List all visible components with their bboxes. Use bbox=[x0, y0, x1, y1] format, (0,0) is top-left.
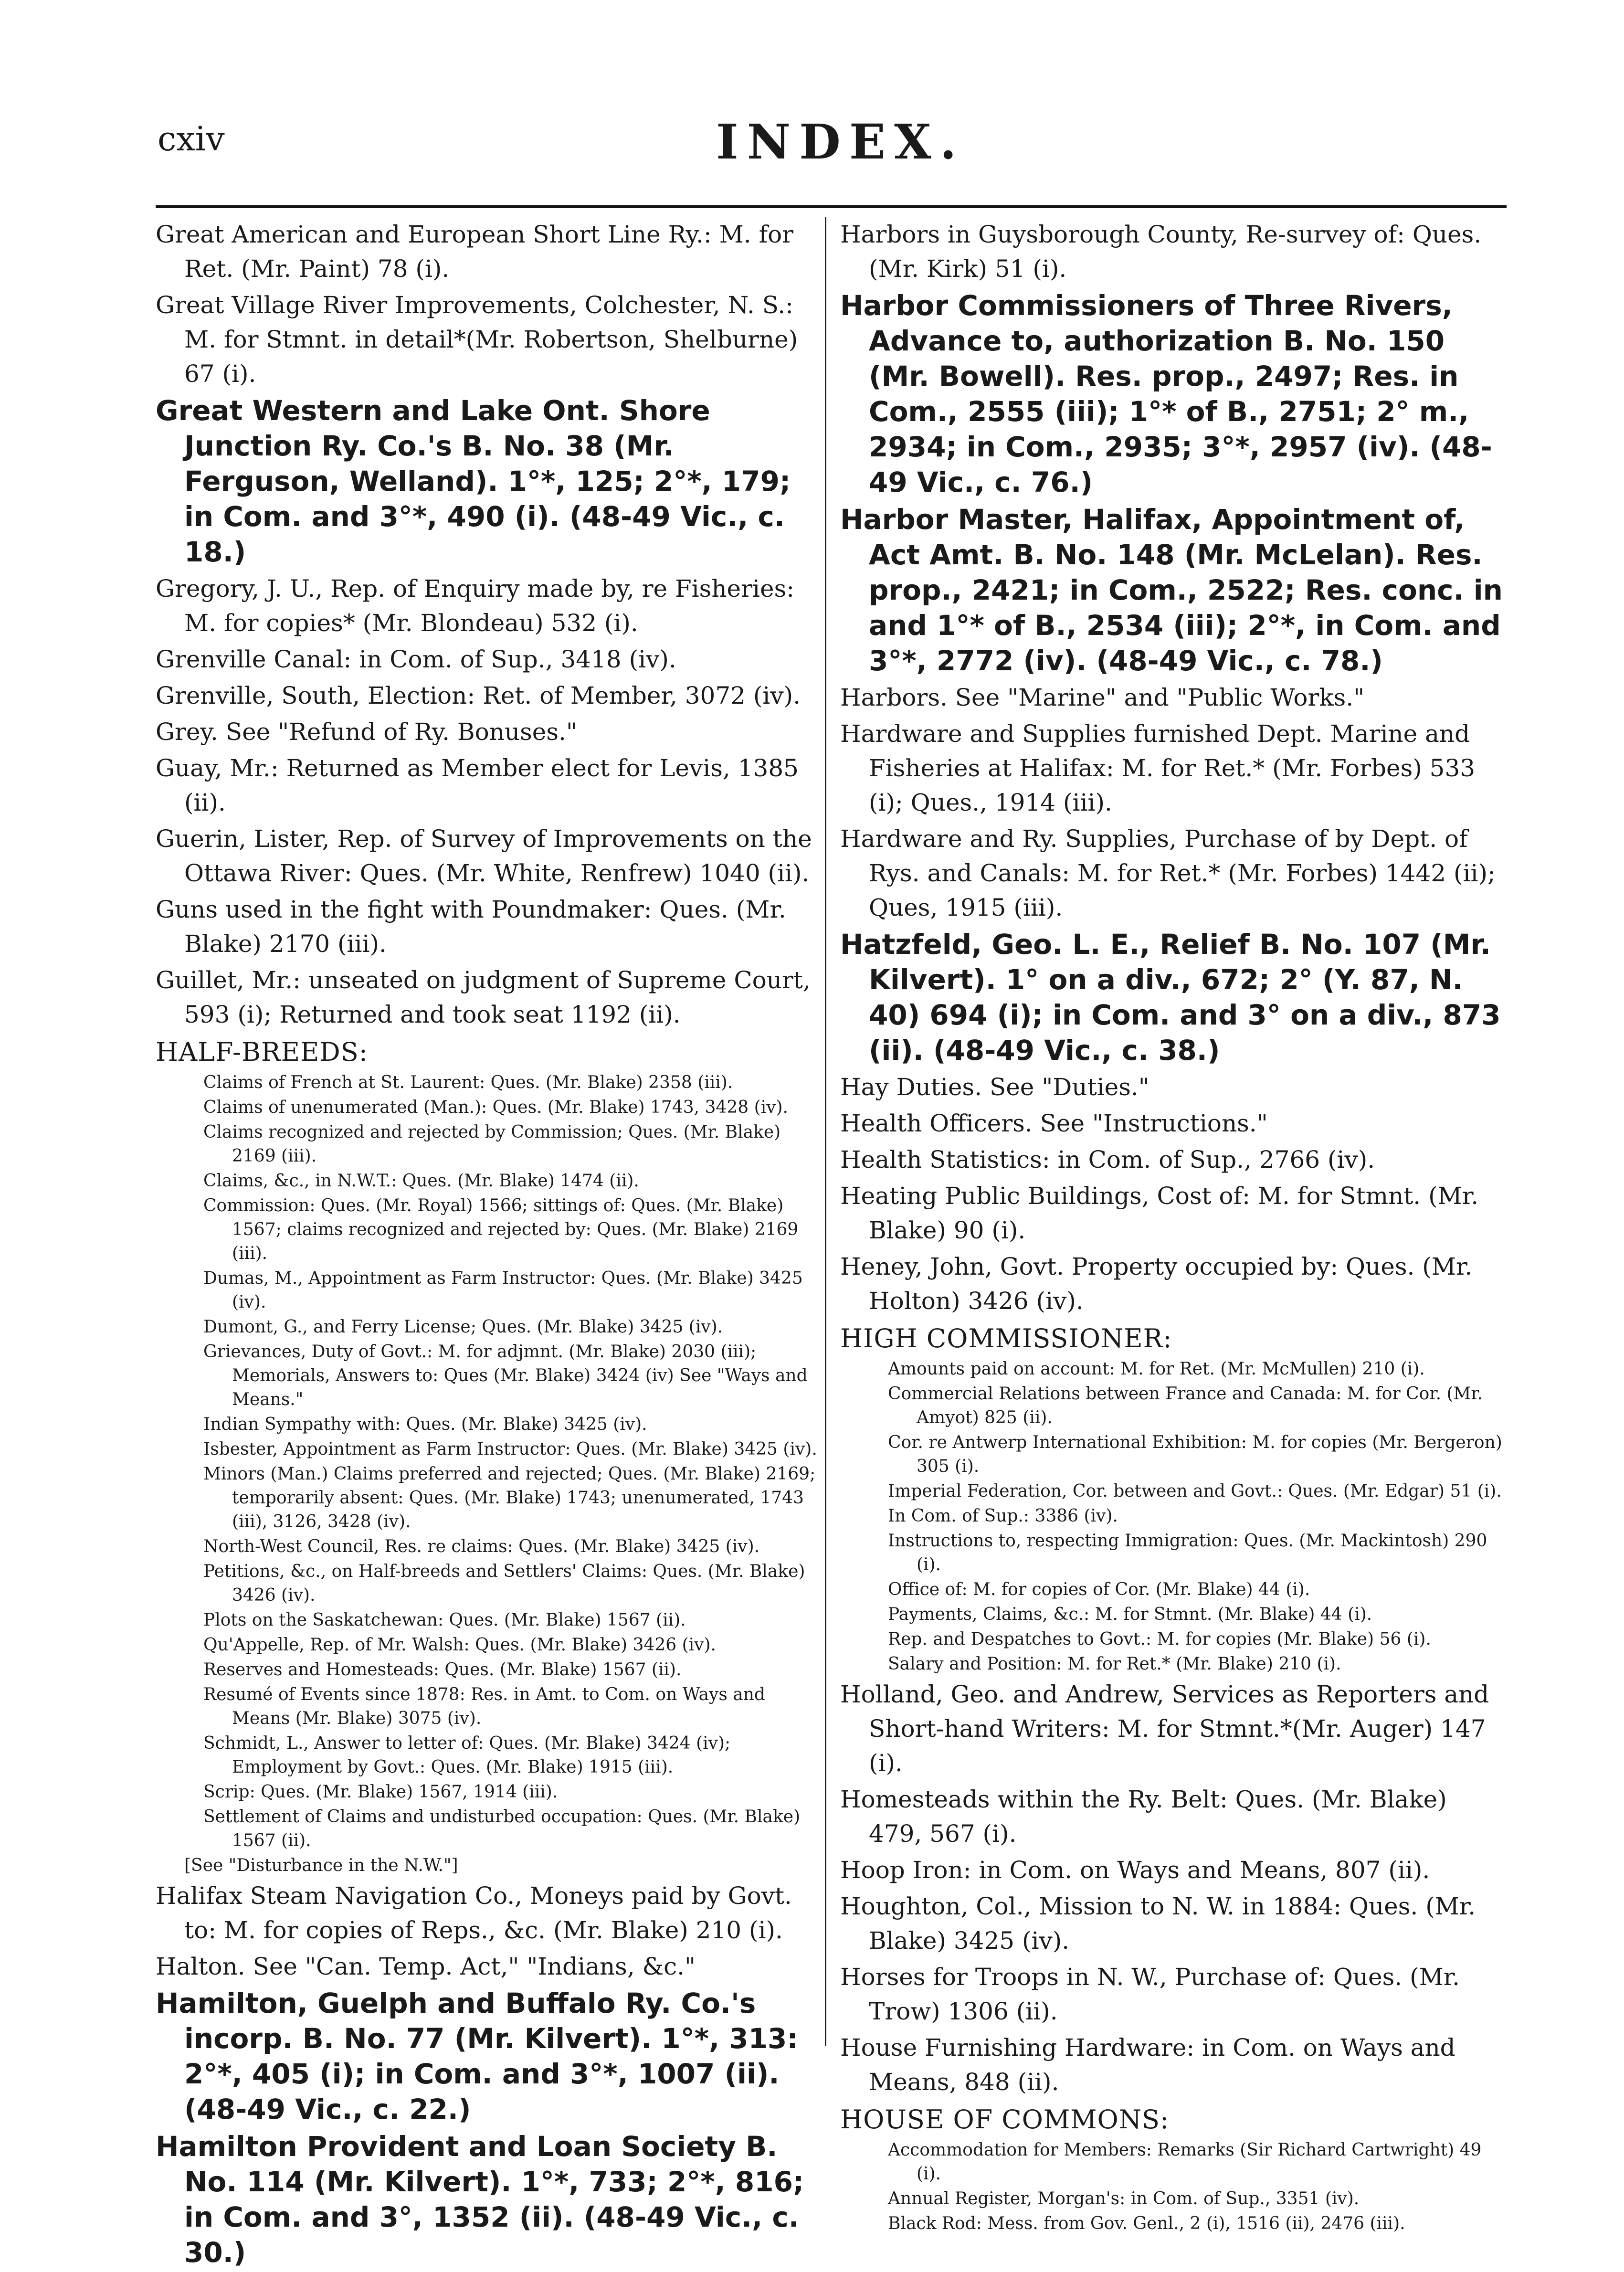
index-entry: Halton. See "Can. Temp. Act," "Indians, &c." bbox=[156, 1953, 696, 1980]
sub-entry: Rep. and Despatches to Govt.: M. for copies (Mr. Blake) 56 (i). bbox=[888, 1629, 1431, 1649]
index-entry: Hoop Iron: in Com. on Ways and Means, 807 (ii). bbox=[840, 1856, 1430, 1884]
page-title: INDEX. bbox=[716, 114, 965, 170]
index-entry: Heating Public Buildings, Cost of: M. for Stmnt. (Mr. Blake) 90 (i). bbox=[840, 1182, 1479, 1244]
sub-entry: Cor. re Antwerp International Exhibition: M. for copies (Mr. Bergeron) 305 (i). bbox=[888, 1433, 1502, 1476]
column-divider bbox=[825, 217, 826, 2046]
see-also-note: [See "Disturbance in the N.W."] bbox=[184, 1856, 458, 1875]
sub-entry: Claims recognized and rejected by Commission; Ques. (Mr. Blake) 2169 (iii). bbox=[203, 1122, 781, 1166]
sub-entry: Salary and Position: M. for Ret.* (Mr. Blake) 210 (i). bbox=[888, 1654, 1341, 1674]
bill-entry: Hamilton, Guelph and Buffalo Ry. Co.'s incorp. B. No. 77 (Mr. Kilvert). 1°*, 313: 2°*, 405 (i); in Com. and 3°*, 1007 (ii). (48-49 Vic., c. 22.) bbox=[156, 1987, 798, 2125]
index-entry: Hay Duties. See "Duties." bbox=[840, 1073, 1149, 1101]
index-entry: Hardware and Supplies furnished Dept. Marine and Fisheries at Halifax: M. for Ret.* (Mr. Forbes) 533 (i); Ques., 1914 (iii). bbox=[840, 720, 1476, 816]
index-entry: Homesteads within the Ry. Belt: Ques. (Mr. Blake) 479, 567 (i). bbox=[840, 1786, 1447, 1848]
index-entry: Hardware and Ry. Supplies, Purchase of by Dept. of Rys. and Canals: M. for Ret.* (Mr. Forbes) 1442 (ii); Ques, 1915 (iii). bbox=[840, 825, 1496, 921]
sub-entry: Commission: Ques. (Mr. Royal) 1566; sittings of: Ques. (Mr. Blake) 1567; claims recognized and rejected by: Ques. (Mr. Blake) 2169 (iii). bbox=[203, 1196, 799, 1263]
sub-entry: Payments, Claims, &c.: M. for Stmnt. (Mr. Blake) 44 (i). bbox=[888, 1605, 1372, 1624]
sub-entry: Isbester, Appointment as Farm Instructor: Ques. (Mr. Blake) 3425 (iv). bbox=[203, 1439, 817, 1459]
sub-entry: In Com. of Sup.: 3386 (iv). bbox=[888, 1506, 1118, 1526]
sub-entry: Commercial Relations between France and Canada: M. for Cor. (Mr. Amyot) 825 (ii). bbox=[888, 1384, 1483, 1427]
sub-entry: Claims of unenumerated (Man.): Ques. (Mr. Blake) 1743, 3428 (iv). bbox=[203, 1098, 788, 1117]
sub-entry: Instructions to, respecting Immigration: Ques. (Mr. Mackintosh) 290 (i). bbox=[888, 1531, 1487, 1575]
section-heading-house-of-commons: HOUSE OF COMMONS: bbox=[840, 2104, 1170, 2135]
index-entry: Guillet, Mr.: unseated on judgment of Supreme Court, 593 (i); Returned and took seat 1192 (ii). bbox=[156, 966, 811, 1028]
bill-entry: Harbor Commissioners of Three Rivers, Advance to, authorization B. No. 150 (Mr. Bowell). Res. prop., 2497; Res. in Com., 2555 (iii); 1°* of B., 2751; 2° m., 2934; in Com., 2935; 3°*, 2957 (iv). (48-49 Vic., c. 76.) bbox=[840, 289, 1492, 498]
index-entry: Heney, John, Govt. Property occupied by: Ques. (Mr. Holton) 3426 (iv). bbox=[840, 1253, 1473, 1315]
sub-entry: North-West Council, Res. re claims: Ques. (Mr. Blake) 3425 (iv). bbox=[203, 1537, 760, 1556]
sub-entry: Amounts paid on account: M. for Ret. (Mr. McMullen) 210 (i). bbox=[888, 1359, 1425, 1379]
index-entry: Guay, Mr.: Returned as Member elect for Levis, 1385 (ii). bbox=[156, 754, 799, 816]
sub-entry: Claims, &c., in N.W.T.: Ques. (Mr. Blake) 1474 (ii). bbox=[203, 1171, 639, 1191]
sub-entry: Qu'Appelle, Rep. of Mr. Walsh: Ques. (Mr. Blake) 3426 (iv). bbox=[203, 1635, 716, 1655]
index-entry: Horses for Troops in N. W., Purchase of: Ques. (Mr. Trow) 1306 (ii). bbox=[840, 1963, 1460, 2025]
index-entry: Harbors. See "Marine" and "Public Works." bbox=[840, 684, 1365, 711]
bill-entry: Hatzfeld, Geo. L. E., Relief B. No. 107 (Mr. Kilvert). 1° on a div., 672; 2° (Y. 87, N. 40) 694 (i); in Com. and 3° on a div., 873 (ii). (48-49 Vic., c. 38.) bbox=[840, 928, 1501, 1067]
sub-entry: Indian Sympathy with: Ques. (Mr. Blake) 3425 (iv). bbox=[203, 1415, 647, 1434]
sub-entry: Reserves and Homesteads: Ques. (Mr. Blake) 1567 (ii). bbox=[203, 1660, 682, 1680]
sub-entry: Minors (Man.) Claims preferred and rejected; Ques. (Mr. Blake) 2169; temporarily absent: Ques. (Mr. Blake) 1743; unenumerated, 1743 (iii), 3126, 3428 (iv). bbox=[203, 1464, 816, 1532]
sub-entry: Scrip: Ques. (Mr. Blake) 1567, 1914 (iii). bbox=[203, 1782, 558, 1802]
index-entry: Health Officers. See "Instructions." bbox=[840, 1110, 1268, 1137]
sub-entry: Schmidt, L., Answer to letter of: Ques. (Mr. Blake) 3424 (iv); Employment by Govt.: Ques. (Mr. Blake) 1915 (iii). bbox=[203, 1733, 731, 1777]
bill-entry: Harbor Master, Halifax, Appointment of, Act Amt. B. No. 148 (Mr. McLelan). Res. prop., 2421; in Com., 2522; Res. conc. in and 1°* of B., 2534 (iii); 2°*, in Com. and 3°*, 2772 (iv). (48-49 Vic., c. 78.) bbox=[840, 503, 1503, 677]
index-entry: Guerin, Lister, Rep. of Survey of Improvements on the Ottawa River: Ques. (Mr. White, Renfrew) 1040 (ii). bbox=[156, 825, 812, 887]
right-column bbox=[840, 217, 1504, 2237]
sub-entry: Grievances, Duty of Govt.: M. for adjmnt. (Mr. Blake) 2030 (iii); Memorials, Answers to: Ques (Mr. Blake) 3424 (iv) See "Ways and Means." bbox=[203, 1342, 808, 1409]
header-rule bbox=[156, 205, 1507, 208]
index-entry: House Furnishing Hardware: in Com. on Ways and Means, 848 (ii). bbox=[840, 2034, 1455, 2096]
sub-entry: Imperial Federation, Cor. between and Govt.: Ques. (Mr. Edgar) 51 (i). bbox=[888, 1481, 1502, 1501]
index-entry: Halifax Steam Navigation Co., Moneys paid by Govt. to: M. for copies of Reps., &c. (Mr. Blake) 210 (i). bbox=[156, 1882, 792, 1944]
sub-entry: Dumas, M., Appointment as Farm Instructor: Ques. (Mr. Blake) 3425 (iv). bbox=[203, 1268, 803, 1312]
sub-entry: Plots on the Saskatchewan: Ques. (Mr. Blake) 1567 (ii). bbox=[203, 1610, 686, 1630]
index-entry: Grey. See "Refund of Ry. Bonuses." bbox=[156, 718, 577, 746]
sub-entry: Dumont, G., and Ferry License; Ques. (Mr. Blake) 3425 (iv). bbox=[203, 1317, 723, 1337]
index-entry: Great American and European Short Line Ry.: M. for Ret. (Mr. Paint) 78 (i). bbox=[156, 221, 794, 283]
sub-entry: Settlement of Claims and undisturbed occupation: Ques. (Mr. Blake) 1567 (ii). bbox=[203, 1807, 801, 1850]
section-heading-half-breeds: HALF-BREEDS: bbox=[156, 1037, 368, 1067]
index-entry: Gregory, J. U., Rep. of Enquiry made by, re Fisheries: M. for copies* (Mr. Blondeau) 532 (i). bbox=[156, 575, 795, 637]
section-heading-high-commissioner: HIGH COMMISSIONER: bbox=[840, 1323, 1172, 1353]
sub-entry: Petitions, &c., on Half-breeds and Settlers' Claims: Ques. (Mr. Blake) 3426 (iv). bbox=[203, 1562, 805, 1605]
index-entry: Grenville Canal: in Com. of Sup., 3418 (iv). bbox=[156, 645, 676, 673]
bill-entry: Great Western and Lake Ont. Shore Junction Ry. Co.'s B. No. 38 (Mr. Ferguson, Welland). 1°*, 125; 2°*, 179; in Com. and 3°*, 490 (i). (48-49 Vic., c. 18.) bbox=[156, 394, 791, 568]
left-column bbox=[156, 217, 819, 2272]
index-entry: Grenville, South, Election: Ret. of Member, 3072 (iv). bbox=[156, 682, 801, 709]
sub-entry: Accommodation for Members: Remarks (Sir Richard Cartwright) 49 (i). bbox=[888, 2140, 1482, 2184]
sub-entry: Office of: M. for copies of Cor. (Mr. Blake) 44 (i). bbox=[888, 1580, 1310, 1599]
sub-entry: Black Rod: Mess. from Gov. Genl., 2 (i), 1516 (ii), 2476 (iii). bbox=[888, 2214, 1405, 2233]
sub-entry: Resumé of Events since 1878: Res. in Amt. to Com. on Ways and Means (Mr. Blake) 3075 (iv). bbox=[203, 1685, 765, 1728]
index-entry: Great Village River Improvements, Colchester, N. S.: M. for Stmnt. in detail*(Mr. Robertson, Shelburne) 67 (i). bbox=[156, 291, 798, 388]
index-entry: Houghton, Col., Mission to N. W. in 1884: Ques. (Mr. Blake) 3425 (iv). bbox=[840, 1892, 1476, 1955]
sub-entry: Annual Register, Morgan's: in Com. of Sup., 3351 (iv). bbox=[888, 2189, 1360, 2209]
index-entry: Health Statistics: in Com. of Sup., 2766 (iv). bbox=[840, 1146, 1375, 1173]
sub-entry: Claims of French at St. Laurent: Ques. (Mr. Blake) 2358 (iii). bbox=[203, 1073, 733, 1092]
index-entry: Harbors in Guysborough County, Re-survey of: Ques. (Mr. Kirk) 51 (i). bbox=[840, 221, 1482, 283]
page-number: cxiv bbox=[158, 119, 225, 159]
index-entry: Guns used in the fight with Poundmaker: Ques. (Mr. Blake) 2170 (iii). bbox=[156, 896, 786, 958]
bill-entry: Hamilton Provident and Loan Society B. No. 114 (Mr. Kilvert). 1°*, 733; 2°*, 816; in Com. and 3°, 1352 (ii). (48-49 Vic., c. 30.) bbox=[156, 2130, 804, 2269]
index-entry: Holland, Geo. and Andrew, Services as Reporters and Short-hand Writers: M. for Stmnt.*(Mr. Auger) 147 (i). bbox=[840, 1680, 1489, 1777]
